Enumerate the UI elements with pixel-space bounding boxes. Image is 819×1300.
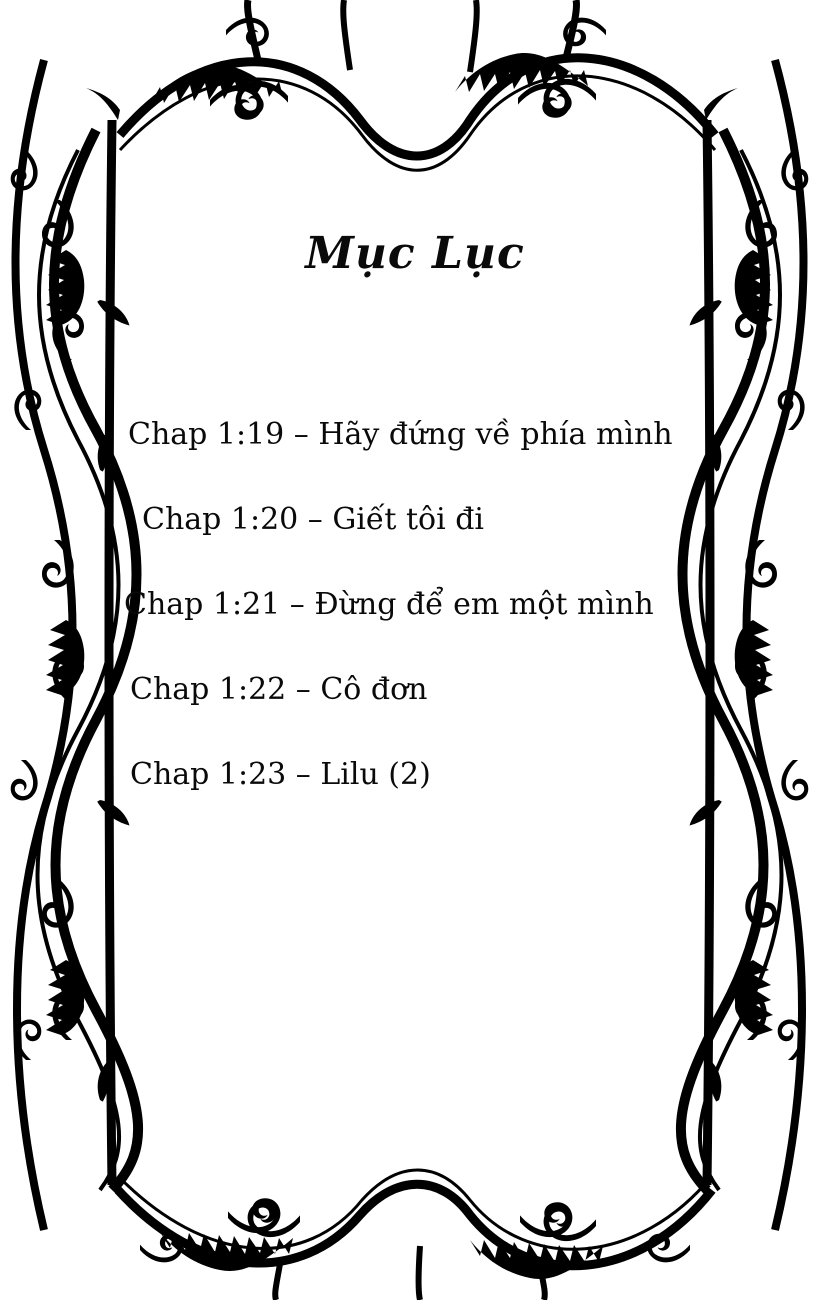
list-item[interactable]: Chap 1:21 – Đừng để em một mình [124,587,654,622]
table-of-contents [120,418,710,843]
list-item[interactable]: Chap 1:19 – Hãy đứng về phía mình [128,417,673,452]
list-item[interactable]: Chap 1:20 – Giết tôi đi [142,502,484,537]
page-title: Mục Lục [305,228,525,279]
list-item[interactable]: Chap 1:23 – Lilu (2) [130,757,431,792]
list-item[interactable]: Chap 1:22 – Cô đơn [130,672,428,707]
page-content [120,128,710,1188]
